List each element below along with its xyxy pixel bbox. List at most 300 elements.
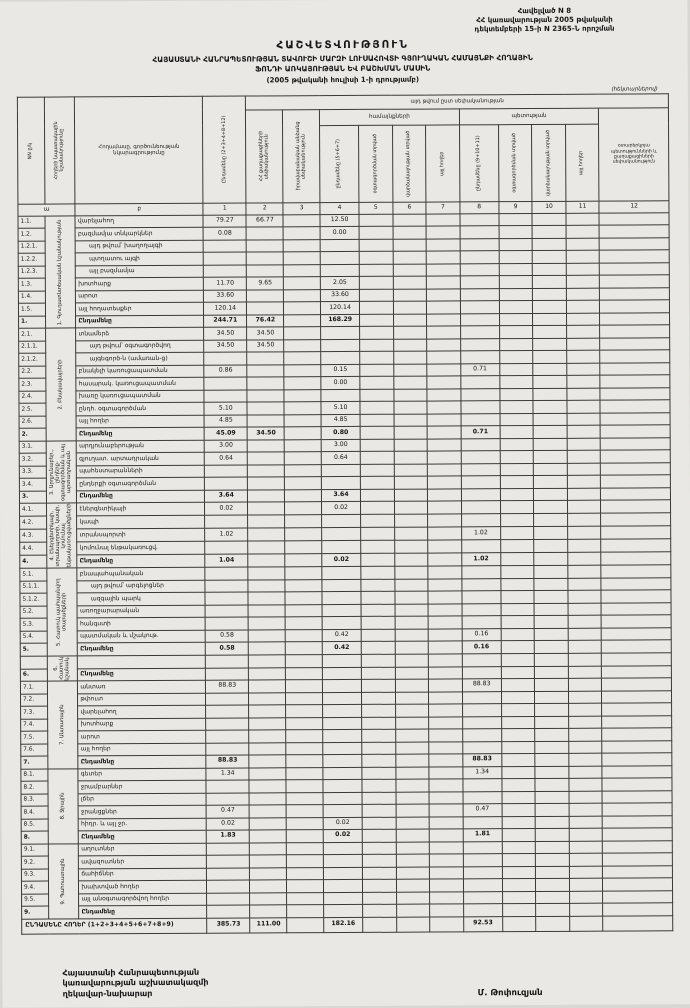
cell-col-5 [363,892,397,905]
cell-col-1 [206,730,249,743]
cell-col-9 [501,578,535,591]
cell-col-1 [205,580,248,593]
col-number-b: բ [75,203,203,216]
row-description: խախտված հողեր [79,880,207,893]
col-number: 9 [499,201,533,213]
cell-col-1 [206,855,249,868]
cell-col-9 [502,891,536,904]
row-description: էներգետիկայի [77,503,205,517]
row-number: 8.3. [21,794,48,807]
row-description: տնամերձ [76,328,204,341]
grand-total-col-7 [430,917,464,932]
cell-col-11 [567,438,601,451]
cell-col-11 [567,351,601,364]
cell-col-4 [322,579,361,592]
cell-col-6 [395,679,429,692]
row-description: ազգային պարկ [77,593,205,606]
row-description: խառը կառուցապատման [76,390,204,403]
row-description: թփուտ [78,693,206,706]
cell-col-6 [395,642,429,655]
cell-col-8 [460,326,499,339]
cell-col-12 [600,400,670,413]
cell-col-2 [248,567,285,580]
cell-col-6 [396,804,430,817]
cell-col-4: 12.50 [320,214,359,227]
cell-col-10 [535,804,569,817]
cell-col-8: 1.34 [463,766,502,779]
col-header-community-lease: վարձակալության տրված [392,125,426,202]
cell-col-8 [461,489,500,502]
cell-col-1 [207,868,250,881]
cell-col-3 [286,730,323,743]
cell-col-10 [536,854,570,867]
section-category: 7. Անտառային [47,681,78,769]
cell-col-10 [534,476,568,489]
row-number: 4.2. [20,517,47,530]
cell-col-6 [394,439,428,452]
cell-col-8 [462,591,501,604]
cell-col-12 [601,513,671,526]
cell-col-6 [394,515,428,528]
cell-col-1: 0.08 [203,227,246,240]
cell-col-7 [429,817,463,830]
cell-col-2 [248,580,285,593]
cell-col-8 [463,816,502,829]
row-description: այլ հողեր [76,415,204,428]
signature-block [62,966,542,1001]
cell-col-9 [499,326,533,339]
cell-col-12 [600,313,670,326]
cell-col-5 [362,679,396,692]
cell-col-8: 88.83 [462,679,501,692]
grand-total-col-5 [363,917,397,932]
cell-col-10 [535,791,569,804]
row-description: Ընդամենը [76,315,204,328]
cell-col-12 [603,803,673,816]
cell-col-6 [395,754,429,767]
cell-col-7 [429,767,463,780]
cell-col-6 [395,629,429,642]
cell-col-1: 4.85 [204,415,247,428]
cell-col-3 [284,402,321,415]
cell-col-11 [566,301,600,314]
cell-col-2 [248,465,285,478]
row-description: գետեր [78,768,206,781]
cell-col-9 [500,401,534,414]
section-category: 5. Հատուկ պահպանվող տարածքների [47,568,78,656]
cell-col-2 [248,541,285,554]
row-description: առողջարարական [77,605,205,618]
cell-col-10 [535,741,569,754]
cell-col-12 [601,475,671,488]
cell-col-3 [284,302,321,315]
cell-col-8 [463,854,502,867]
cell-col-3 [287,905,324,918]
row-number: 5.1. [20,569,47,582]
cell-col-3 [283,252,320,265]
cell-col-10 [535,704,569,717]
cell-col-12 [601,526,671,539]
cell-col-9 [502,741,536,754]
cell-col-7 [427,426,461,439]
cell-col-8 [460,301,499,314]
cell-col-8: 0.16 [462,629,501,642]
cell-col-1 [205,605,248,618]
cell-col-12 [601,500,671,513]
row-description: վարելահող [75,215,203,228]
cell-col-10 [532,251,566,264]
row-number: 9.3. [21,869,48,882]
cell-col-2 [250,805,287,818]
annex-line: ՀՀ կառավարության 2005 թվականի [476,15,613,25]
cell-col-6 [396,879,430,892]
cell-col-11 [568,578,602,591]
cell-col-8: 0.16 [462,641,501,654]
cell-col-9 [502,816,536,829]
group-header-including: այդ թվում ըստ սեփականության [246,94,669,110]
signature-name: Մ. Թոփուզյան [477,988,543,999]
cell-col-1 [205,477,248,490]
cell-col-3 [286,692,323,705]
row-description: արդյունաբերության [77,440,205,453]
cell-col-6 [396,892,430,905]
cell-col-3 [286,680,323,693]
cell-col-7 [428,616,462,629]
cell-col-3 [284,277,321,290]
cell-col-1: 1.34 [206,768,249,781]
cell-col-2 [248,592,285,605]
cell-col-6 [393,214,427,227]
row-number: 2.1.1. [19,341,46,354]
cell-col-7 [429,754,463,767]
cell-col-3 [285,477,322,490]
row-description: այդ թվում՝ օգտագործվող [76,340,204,353]
cell-col-4 [323,692,362,705]
cell-col-5 [359,252,393,265]
cell-col-6 [395,592,429,605]
cell-col-4 [321,339,360,352]
subtitle-line-1: ՀԱՅԱՍՏԱՆԻ ՀԱՆՐԱՊԵՏՈՒԹՅԱՆ ՏԱՎՈՒՇԻ ՄԱՐԶԻ ԼՈՒՍԱՀՈՎՏԻ ԳՅՈՒՂԱԿԱՆ ՀԱՄԱՅՆՔԻ ՀՈՂԱՅԻՆ [152,53,533,65]
cell-col-11 [568,566,602,579]
cell-col-9 [500,451,534,464]
cell-col-3 [286,780,323,793]
cell-col-5 [362,817,396,830]
grand-total-col-11 [570,916,604,931]
cell-col-5 [360,314,394,327]
cell-col-8 [460,214,499,227]
cell-col-10 [534,553,568,566]
cell-col-3 [286,792,323,805]
cell-col-11 [567,338,601,351]
section-category: 4. Էներգետիկայի, տրանսպորտի, կապի, կոմունալ ենթակառուցվածքների [47,503,78,568]
cell-col-12 [602,703,672,716]
cell-col-4 [322,617,361,630]
cell-col-12 [600,338,670,351]
cell-col-12 [603,828,673,841]
cell-col-6 [394,477,428,490]
cell-col-5 [360,477,394,490]
cell-col-10 [535,716,569,729]
cell-col-4 [320,264,359,277]
cell-col-10 [535,679,569,692]
cell-col-8 [461,414,500,427]
row-description: պտղատու այգի [76,253,204,266]
cell-col-4 [321,477,360,490]
cell-col-11 [569,766,603,779]
cell-col-2 [248,452,285,465]
cell-col-10 [536,879,570,892]
cell-col-2 [247,402,284,415]
signatory-title-line: կառավարության աշխատակազմի [62,978,209,988]
cell-col-7 [427,401,461,414]
col-header-foreign: օտարերկրյա պետությունների և քաղաքացիների սեփականություն [599,108,669,201]
cell-col-4 [322,654,361,667]
cell-col-12 [601,552,671,565]
section-category: 8. Ջրային [48,769,79,844]
cell-col-8 [463,879,502,892]
cell-col-4: 5.10 [321,402,360,415]
cell-col-2 [249,642,286,655]
cell-col-7 [430,867,464,880]
cell-col-8: 1.02 [461,527,500,540]
cell-col-1 [206,780,249,793]
col-number: 4 [320,202,359,214]
row-number: 1.1. [18,216,45,229]
grand-total-col-10 [536,916,570,931]
cell-col-11 [567,426,601,439]
cell-col-2 [247,240,284,253]
cell-col-7 [427,326,461,339]
cell-col-2 [249,717,286,730]
cell-col-1: 0.02 [206,818,249,831]
cell-col-2 [250,905,287,918]
cell-col-3 [286,705,323,718]
subtitle-line-2: ՖՈՆԴԻ ԱՌԿԱՅՈՒԹՅԱՆ ԵՎ ԲԱՇԽՄԱՆ ՄԱՍԻՆ [255,63,431,74]
cell-col-12 [600,275,670,288]
row-number: 9. [22,906,49,919]
cell-col-6 [393,264,427,277]
cell-col-3 [284,327,321,340]
cell-col-3 [286,805,323,818]
cell-col-1 [204,465,247,478]
row-description: Ընդամենը [77,555,205,569]
cell-col-12 [600,375,670,388]
grand-total-col-9 [502,916,536,931]
col-number: 1 [203,203,246,215]
cell-col-3 [286,830,323,843]
cell-col-11 [566,226,600,239]
cell-col-5 [362,767,396,780]
cell-col-6 [395,604,429,617]
row-description: հիդր. և այլ ջր. [79,818,207,831]
section-category: 1. Գյուղատնտեսական նշանակության [45,216,76,329]
row-description: այլ բազմամյա [76,265,204,278]
cell-col-8 [460,276,499,289]
cell-col-11 [567,514,601,527]
grand-total-col-12 [603,915,673,930]
cell-col-7 [429,742,463,755]
cell-col-7 [428,514,462,527]
row-description: ջրանցքներ [78,805,206,818]
cell-col-8 [462,729,501,742]
cell-col-7 [428,464,462,477]
cell-col-3 [284,415,321,428]
cell-col-9 [500,514,534,527]
cell-col-7 [427,276,461,289]
cell-col-12 [603,865,673,878]
cell-col-1: 0.02 [205,502,248,515]
cell-col-3 [283,227,320,240]
cell-col-4 [322,592,361,605]
cell-col-10 [533,276,567,289]
cell-col-9 [501,553,535,566]
cell-col-7 [429,692,463,705]
cell-col-9 [499,238,533,251]
cell-col-9 [501,729,535,742]
cell-col-3 [284,390,321,403]
cell-col-12 [600,413,670,426]
cell-col-7 [428,579,462,592]
cell-col-10 [534,451,568,464]
cell-col-1 [205,567,248,580]
cell-col-2 [249,792,286,805]
table-body [18,213,673,934]
cell-col-10 [534,603,568,616]
cell-col-1: 34.50 [204,340,247,353]
cell-col-8 [460,226,499,239]
cell-col-5 [361,515,395,528]
cell-col-3 [286,642,323,655]
cell-col-4 [324,880,363,893]
cell-col-9 [500,426,534,439]
cell-col-2 [248,477,285,490]
cell-col-5 [360,389,394,402]
cell-col-4 [321,389,360,402]
cell-col-7 [428,566,462,579]
cell-col-7 [429,704,463,717]
grand-total-col-6 [396,917,430,932]
cell-col-9 [501,653,535,666]
cell-col-4: 0.00 [321,377,360,390]
cell-col-9 [499,338,533,351]
row-number: 1.2.2. [18,254,45,267]
cell-col-12 [600,288,670,301]
cell-col-9 [500,540,534,553]
cell-col-1: 0.47 [206,805,249,818]
grand-total-col-4: 182.16 [324,917,363,932]
page-title: ՀԱՇՎԵՏՎՈՒԹՅՈՒՆ [276,38,409,52]
cell-col-12 [602,778,672,791]
cell-col-8 [460,351,499,364]
cell-col-9 [502,829,536,842]
cell-col-4 [320,239,359,252]
cell-col-6 [396,792,430,805]
cell-col-10 [535,666,569,679]
cell-col-6 [395,729,429,742]
cell-col-3 [284,340,321,353]
cell-col-5 [361,642,395,655]
cell-col-5 [361,554,395,567]
cell-col-7 [428,476,462,489]
cell-col-1 [205,515,248,528]
cell-col-8 [462,666,501,679]
cell-col-1 [205,592,248,605]
cell-col-6 [394,452,428,465]
cell-col-4 [323,705,362,718]
cell-col-5 [359,214,393,227]
cell-col-1: 88.83 [206,755,249,768]
cell-col-7 [429,829,463,842]
cell-col-5 [360,452,394,465]
cell-col-11 [569,891,603,904]
cell-col-4: 0.02 [323,817,362,830]
col-number: 8 [460,202,499,214]
grand-total-row [22,915,673,933]
cell-col-8 [461,464,500,477]
cell-col-4 [322,567,361,580]
cell-col-8 [462,579,501,592]
cell-col-4 [322,515,361,528]
cell-col-11 [566,251,600,264]
cell-col-8 [460,289,499,302]
row-number: 2.1. [19,329,46,342]
cell-col-4 [321,352,360,365]
cell-col-6 [394,389,428,402]
cell-col-2 [250,842,287,855]
cell-col-10 [533,388,567,401]
cell-col-11 [566,288,600,301]
col-number: 10 [532,201,566,213]
row-description: այլ հողեր [78,743,206,756]
cell-col-8 [461,476,500,489]
cell-col-4 [320,252,359,265]
cell-col-9 [501,679,535,692]
cell-col-4 [324,905,363,918]
row-number: 7.3. [21,706,48,719]
cell-col-8 [462,654,501,667]
cell-col-8 [460,314,499,327]
cell-col-6 [394,554,428,567]
cell-col-8 [462,716,501,729]
cell-col-9 [501,704,535,717]
cell-col-12 [602,678,672,691]
cell-col-1: 11.70 [203,277,246,290]
cell-col-6 [396,817,430,830]
cell-col-8 [463,866,502,879]
cell-col-12 [602,665,672,678]
cell-col-4 [323,805,362,818]
cell-col-10 [536,866,570,879]
signatory-title-line: Հայաստանի Հանրապետության [62,967,200,978]
grand-total-label: ԸՆԴԱՄԵՆԸ ՀՈՂԵՐ (1+2+3+4+5+6+7+8+9) [22,918,207,934]
cell-col-3 [286,655,323,668]
cell-col-5 [359,239,393,252]
cell-col-12 [599,213,669,226]
cell-col-10 [532,238,566,251]
cell-col-10 [533,313,567,326]
cell-col-6 [393,227,427,240]
cell-col-8 [463,841,502,854]
cell-col-11 [567,451,601,464]
cell-col-11 [569,841,603,854]
cell-col-7 [429,666,463,679]
cell-col-3 [287,867,324,880]
cell-col-7 [429,792,463,805]
cell-col-5 [362,754,396,767]
row-description: կոմունալ ենթակառուցվ. [77,542,205,556]
col-number: 6 [393,202,427,214]
grand-total-col-3 [287,917,324,932]
